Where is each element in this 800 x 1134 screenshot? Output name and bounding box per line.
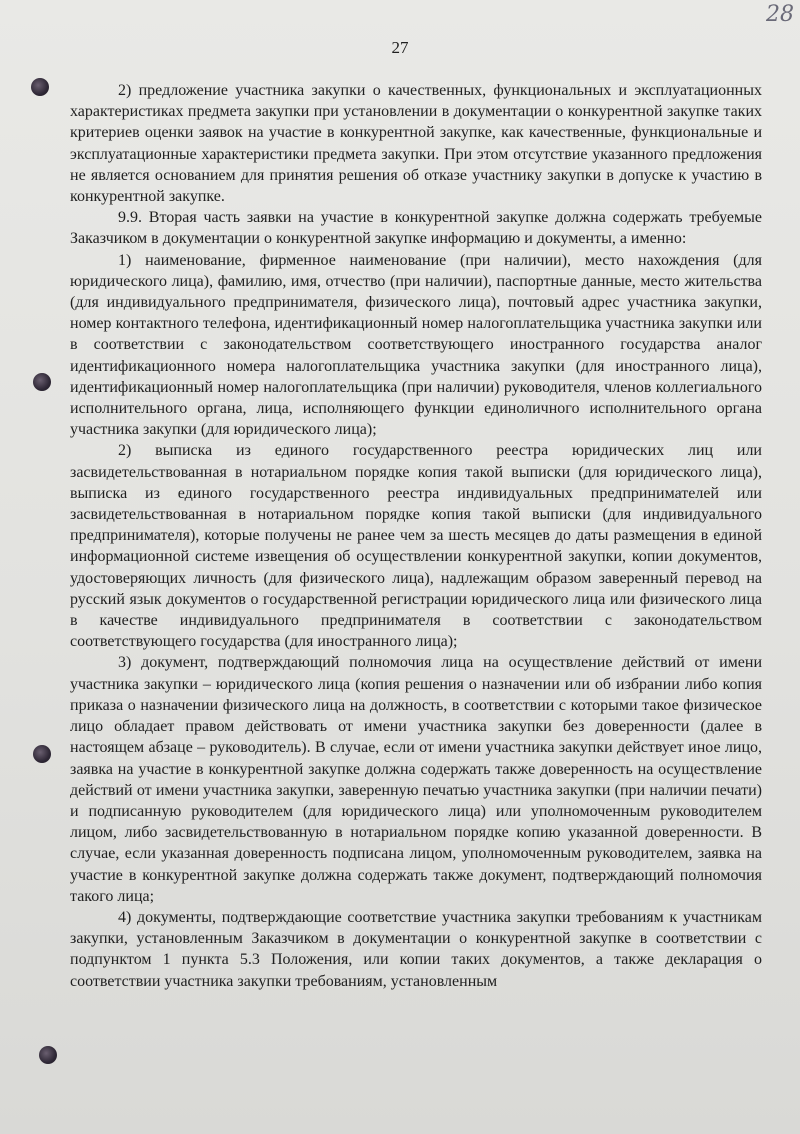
paragraph-item-2: 2) предложение участника закупки о качественных, функциональных и эксплуатационных характеристиках предмета закупки при установлении в документации о конкурентной закупке таких критериев оценки заявок на участие в конкурентной закупке, как качественные, функциональные и эксплуатационные характеристики предмета закупки. При этом отсутствие указанного предложения не является основанием для принятия решения об отказе участнику закупки в допуске к участию в конкурентной закупке. <box>70 82 762 206</box>
paragraph-9-9: 9.9. Вторая часть заявки на участие в конкурентной закупке должна содержать требуемые Заказчиком в документации о конкурентной закупке информацию и документы, а именно: <box>70 209 762 248</box>
punch-hole <box>33 373 51 391</box>
punch-hole <box>39 1046 57 1064</box>
punch-hole <box>31 78 49 96</box>
page-number: 27 <box>391 38 409 57</box>
handwritten-page-number: 28 <box>766 2 794 27</box>
paragraph-item-4: 4) документы, подтверждающие соответствие участника закупки требованиям к участникам закупки, установленным Заказчиком в документации о конкурентной закупке в соответствии с подпунктом 1 пункта 5.3 Положения, или копии таких документов, а также декларация о соответствии участника закупки требованиям, установленным <box>70 908 762 990</box>
paragraph-item-3: 3) документ, подтверждающий полномочия лица на осуществление действий от имени участника закупки – юридического лица (копия решения о назначении или об избрании либо копия приказа о назначении физического лица на должность, в соответствии с которыми такое физическое лицо обладает правом действовать от имени участника закупки без доверенности (далее в настоящем абзаце – руководитель). В случае, если от имени участника закупки действует иное лицо, заявка на участие в конкурентной закупке должна содержать также доверенность на осуществление действий от имени участника закупки, заверенную печатью участника закупки (при наличии печати) и подписанную руководителем (для юридического лица) или уполномоченным руководителем лицом, либо засвидетельствованную в нотариальном порядке копию указанной доверенности. В случае, если указанная доверенность подписана лицом, уполномоченным руководителем, заявка на участие в конкурентной закупке должна содержать также документ, подтверждающий полномочия такого лица; <box>70 654 762 905</box>
document-body <box>70 80 762 992</box>
paragraph-item-2-extract: 2) выписка из единого государственного реестра юридических лиц или засвидетельствованная в нотариальном порядке копия такой выписки (для юридического лица), выписка из единого государственного реестра индивидуальных предпринимателей или засвидетельствованная в нотариальном порядке копия такой выписки (для индивидуального предпринимателя), которые получены не ранее чем за шесть месяцев до даты размещения в единой информационной системе извещения об осуществлении конкурентной закупки, копии документов, удостоверяющих личность (для физического лица), надлежащим образом заверенный перевод на русский язык документов о государственной регистрации юридического лица или физического лица в качестве индивидуального предпринимателя в соответствии с законодательством соответствующего государства (для иностранного лица); <box>70 442 762 651</box>
punch-hole <box>33 745 51 763</box>
paragraph-item-1: 1) наименование, фирменное наименование (при наличии), место нахождения (для юридического лица), фамилию, имя, отчество (при наличии), паспортные данные, место жительства (для индивидуального предпринимателя, физического лица), почтовый адрес участника закупки, номер контактного телефона, идентификационный номер налогоплательщика участника закупки или в соответствии с законодательством соответствующего иностранного государства аналог идентификационного номера налогоплательщика участника закупки (для иностранного лица), идентификационный номер налогоплательщика (при наличии) руководителя, членов коллегиального исполнительного органа, лица, исполняющего функции единоличного исполнительного органа участника закупки (для юридического лица); <box>70 251 762 439</box>
